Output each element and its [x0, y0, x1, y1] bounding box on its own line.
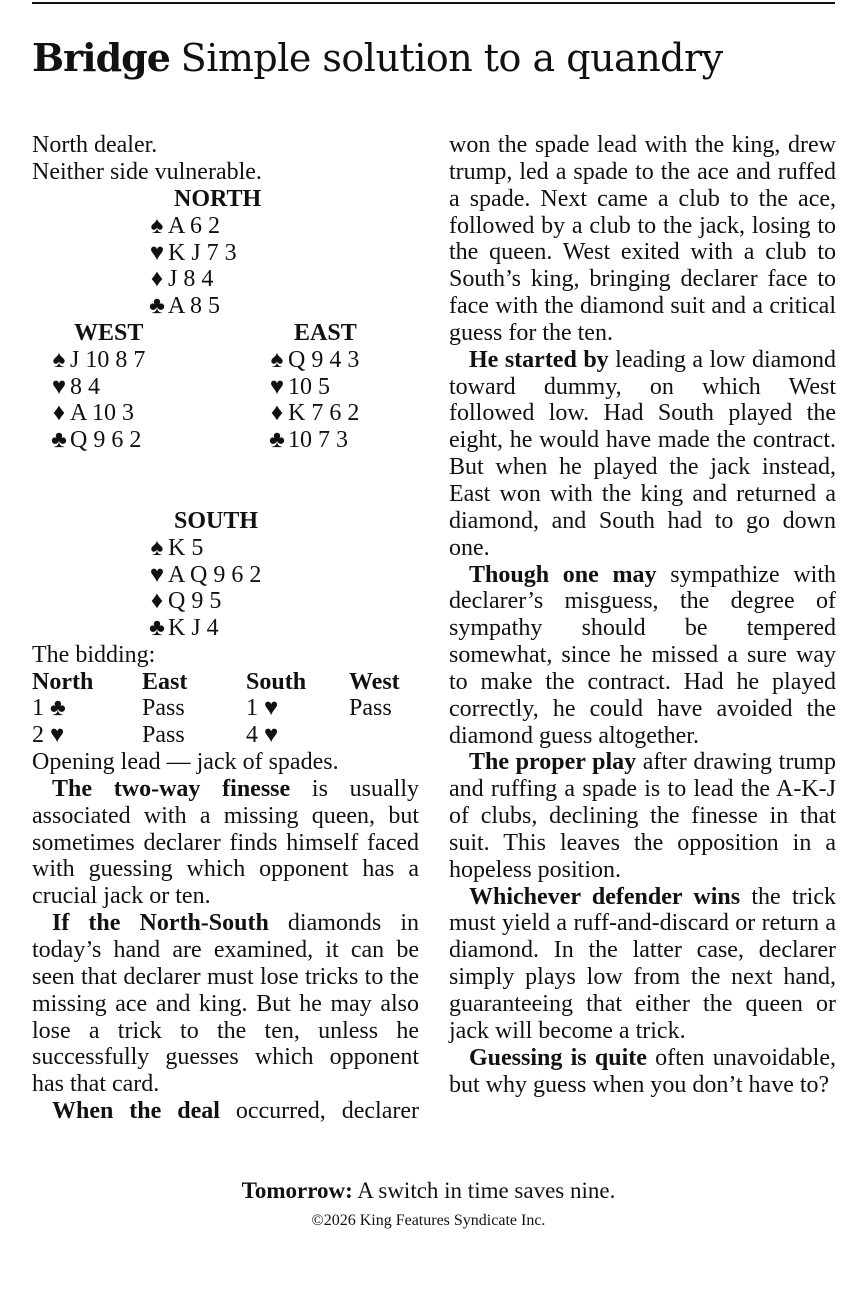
footer-tomorrow — [0, 1178, 857, 1204]
bid-cell: Pass — [142, 722, 185, 749]
south-hand — [174, 508, 258, 535]
paragraph-text: diamonds in today’s hand are examined, it can be seen that declarer must lose tricks to the missing ace and king. But he may also lose a trick to the ten, unless he successfully guesses which opponent has that card. — [32, 910, 419, 1098]
diamond-icon: ♦ — [270, 400, 284, 427]
paragraph-text: sympathize with declarer’s misguess, the degree of sympathy should be tempered somewhat, since he missed a sure way to make the contract. Had he played correctly, he could have avoided the diamond guess altogether. — [449, 561, 837, 749]
south-clubs: K J 4 — [168, 615, 219, 642]
north-label: NORTH — [174, 185, 262, 212]
paragraph-lead: If the North-South — [52, 910, 269, 937]
west-diamonds: A 10 3 — [70, 400, 135, 427]
bidding-header-row — [32, 669, 419, 696]
paragraph-continued: won the spade lead with the king, drew trump, led a spade to the ace and ruffed a spade. Next came a club to the ace, followed by a club to the jack, losing to the queen. West exited with a club to South’s king, bringing declarer face to face with the diamond suit and a critical guess for the ten. — [449, 132, 836, 346]
paragraph — [32, 910, 419, 1098]
bid-cell — [349, 722, 419, 749]
paragraph-lead: Guessing is quite — [469, 1044, 647, 1071]
dealer-line: North dealer. — [32, 132, 158, 158]
paragraph-text: leading a low diamond toward dummy, on which West followed low. Had South played the eight, he would have made the contract. But when he played the jack instead, East won with the king and returned a diamond, and South had to go down one. — [449, 346, 836, 561]
east-hand — [294, 320, 357, 347]
bidding-row — [32, 695, 419, 722]
opening-lead: Opening lead — jack of spades. — [32, 749, 339, 776]
south-spades: K 5 — [168, 534, 204, 561]
heart-icon: ♥ — [269, 373, 285, 400]
west-suits — [48, 347, 145, 454]
north-diamonds: J 8 4 — [168, 266, 214, 293]
paragraph-text: is usually associated with a missing queen, but sometimes declarer finds himself faced with guessing which opponent has a crucial jack or ten. — [32, 775, 419, 910]
bidding-row — [32, 722, 419, 749]
bid-cell: 1 ♣ — [32, 695, 66, 722]
bidding-table — [32, 669, 419, 750]
east-hearts: 10 5 — [288, 373, 330, 400]
paragraph — [449, 562, 836, 750]
paragraph-lead: The two-way finesse — [52, 775, 291, 802]
paragraph — [449, 347, 836, 562]
tomorrow-label: Tomorrow: — [241, 1178, 353, 1203]
spade-icon: ♠ — [150, 534, 164, 561]
left-column — [32, 132, 419, 1125]
west-hand — [74, 320, 143, 347]
bidding-header: East — [142, 668, 188, 695]
club-icon: ♣ — [269, 427, 285, 454]
east-spades: Q 9 4 3 — [288, 346, 360, 373]
north-hearts: K J 7 3 — [168, 239, 237, 266]
deal-diagram — [32, 186, 419, 642]
east-diamonds: K 7 6 2 — [288, 400, 360, 427]
paragraph — [449, 1045, 836, 1099]
west-clubs: Q 9 6 2 — [70, 427, 142, 454]
paragraph-lead: When the deal — [52, 1098, 220, 1125]
north-clubs: A 8 5 — [168, 293, 221, 320]
diamond-icon: ♦ — [150, 266, 164, 293]
right-column — [449, 132, 836, 1098]
top-rule — [32, 2, 835, 4]
tomorrow-text: A switch in time saves nine. — [352, 1178, 616, 1203]
bid-cell: 4 ♥ — [246, 722, 279, 749]
spade-icon: ♠ — [270, 346, 284, 373]
paragraph — [32, 776, 419, 910]
heart-icon: ♥ — [149, 561, 165, 588]
paragraph-lead: He started by — [469, 346, 609, 373]
diamond-icon: ♦ — [150, 588, 164, 615]
bid-cell: 1 ♥ — [246, 695, 279, 722]
heart-icon: ♥ — [51, 373, 67, 400]
bid-cell: 2 ♥ — [32, 722, 65, 749]
paragraph — [449, 884, 836, 1045]
bidding-header: West — [349, 668, 400, 695]
south-diamonds: Q 9 5 — [168, 588, 222, 615]
north-hand — [174, 186, 261, 213]
north-spades: A 6 2 — [168, 212, 221, 239]
spade-icon: ♠ — [150, 212, 164, 239]
bid-cell: Pass — [349, 695, 392, 722]
club-icon: ♣ — [149, 293, 165, 320]
heart-icon: ♥ — [149, 239, 165, 266]
club-icon: ♣ — [149, 615, 165, 642]
paragraph — [32, 1098, 419, 1125]
paragraph-lead: Though one may — [469, 561, 657, 588]
bidding-header: South — [246, 668, 307, 695]
copyright: ©2026 King Features Syndicate Inc. — [311, 1212, 546, 1229]
west-label: WEST — [74, 319, 144, 346]
south-label: SOUTH — [174, 507, 259, 534]
paragraph-lead: The proper play — [469, 749, 637, 776]
bid-cell: Pass — [142, 695, 185, 722]
paragraph-text: often unavoidable, but why guess when you don’t have to? — [449, 1044, 836, 1098]
south-suits — [146, 535, 261, 642]
club-icon: ♣ — [51, 427, 67, 454]
paragraph — [449, 749, 836, 883]
west-spades: J 10 8 7 — [70, 346, 146, 373]
headline-kicker: Bridge — [32, 35, 170, 80]
diamond-icon: ♦ — [52, 400, 66, 427]
east-label: EAST — [294, 319, 357, 346]
headline-title: Simple solution to a quandry — [180, 36, 723, 80]
bidding-label: The bidding: — [32, 641, 156, 668]
bidding-header: North — [32, 668, 94, 695]
paragraph-text: after drawing trump and ruffing a spade is to lead the A-K-J of clubs, declining the finesse in that suit. This leaves the opposition in a hopeless position. — [449, 749, 836, 883]
east-clubs: 10 7 3 — [288, 427, 348, 454]
south-hearts: A Q 9 6 2 — [168, 561, 262, 588]
headline — [32, 28, 842, 88]
paragraph-text: occurred, declarer — [219, 1098, 419, 1125]
east-suits — [266, 347, 359, 454]
paragraph-text: the trick must yield a ruff-and-discard or return a diamond. In the latter case, declarer simply plays low from the next hand, guaranteeing that either the queen or jack will become a trick. — [449, 883, 836, 1044]
north-suits — [146, 213, 237, 320]
west-hearts: 8 4 — [70, 373, 100, 400]
paragraph-lead: Whichever defender wins — [469, 883, 741, 910]
spade-icon: ♠ — [52, 346, 66, 373]
vulnerability-line: Neither side vulnerable. — [32, 158, 262, 185]
